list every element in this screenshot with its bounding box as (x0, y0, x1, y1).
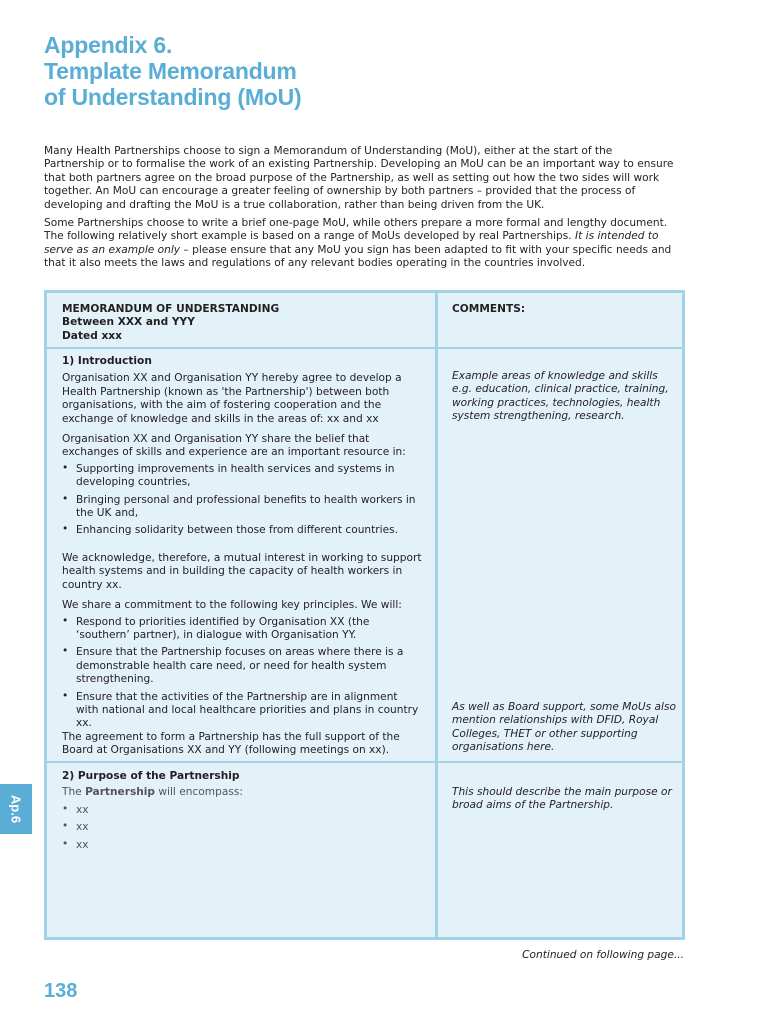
intro-paragraph-2 (44, 217, 674, 271)
mou-title: MEMORANDUM OF UNDERSTANDING (62, 303, 280, 315)
continued-note: Continued on following page... (522, 949, 684, 961)
section-2-title: Purpose of the Partnership (77, 770, 240, 782)
comment-board-support: As well as Board support, some MoUs also mention relationships with DFID, Royal Colleges, THET or other supporting organisations here. (452, 701, 676, 754)
intro-paragraph-1: Many Health Partnerships choose to sign a Memorandum of Understanding (MoU), either at the start of the Partnership or to formalise the work of an existing Partnership. Developing an MoU can be an important way to ensure that both partners agree on the broad purpose of the Partnership, as well as setting out how the two sides will work together. An MoU can encourage a greater feeling of ownership by both partners – provided that the process of developing and drafting the MoU is a true collaboration, rather than being driven from the UK. (44, 145, 674, 211)
title-line-3: of Understanding (MoU) (44, 84, 302, 110)
list-item: • Supporting improvements in health services and systems in developing countries, (62, 461, 395, 489)
section-1-heading: 1) Introduction (62, 355, 152, 367)
mou-between: Between XXX and YYY (62, 316, 195, 329)
mou-dated: Dated xxx (62, 329, 122, 342)
section-introduction (62, 355, 422, 758)
page-title (44, 32, 302, 110)
mou-header (62, 303, 422, 343)
list-item: • xx (62, 820, 89, 834)
intro-p2-end: – please ensure that any MoU you sign has been adapted to fit with your specific needs and that it also meets the laws and regulations of any relevant bodies operating in the countries involved. (44, 243, 672, 270)
section-1-paragraph-4: We share a commitment to the following key principles. We will: (62, 599, 402, 612)
title-line-2: Template Memorandum (44, 58, 297, 84)
section-2-lead: The Partnership will encompass: (62, 786, 243, 799)
intro-p2-start: Some Partnerships choose to write a brief one-page MoU, while others prepare a more formal and lengthy document. The following relatively short example is based on a range of MoUs developed by real Partnerships. (44, 217, 668, 243)
column-divider (435, 293, 438, 937)
list-item: • xx (62, 802, 89, 816)
section-2-number: 2) (62, 770, 75, 782)
page-number: 138 (44, 980, 78, 1002)
comment-purpose: This should describe the main purpose or broad aims of the Partnership. (452, 786, 672, 812)
comments-heading: COMMENTS: (452, 303, 526, 315)
section-1-paragraph-1: Organisation XX and Organisation YY hereby agree to develop a Health Partnership (known as 'the Partnership') between both organisations, with the aim of fostering cooperation and the exchange of knowledge and skills in the areas of: xx and xx (62, 372, 402, 425)
purpose-list (62, 804, 422, 852)
principles-list (62, 616, 422, 731)
comment-knowledge-areas: Example areas of knowledge and skills e.g. education, clinical practice, training, working practices, technologies, health system strengthening, research. (452, 370, 669, 423)
section-1-paragraph-2: Organisation XX and Organisation YY share the belief that exchanges of skills and experience are an important resource in: (62, 433, 406, 459)
section-1-paragraph-5: The agreement to form a Partnership has the full support of the Board at Organisations XX and YY (following meetings on xx). (62, 730, 400, 757)
appendix-tab-label: Ap.6 (8, 794, 24, 824)
benefits-list (62, 463, 422, 538)
list-item: • Enhancing solidarity between those from different countries. (62, 523, 398, 537)
intro-p2-emphasis: It is intended to serve as an example only (44, 230, 659, 256)
intro-text (44, 145, 674, 276)
appendix-side-tab (0, 784, 32, 834)
list-item: • xx (62, 837, 89, 851)
list-item: • Respond to priorities identified by Organisation XX (the ‘southern’ partner), in dialogue with Organisation YY. (62, 614, 370, 641)
list-item: • Ensure that the activities of the Partnership are in alignment with national and local healthcare priorities and plans in country xx. (62, 689, 419, 730)
title-line-1: Appendix 6. (44, 32, 173, 58)
list-item: • Ensure that the Partnership focuses on areas where there is a demonstrable health care need, or need for health system strengthening. (62, 645, 404, 686)
section-2-heading (62, 770, 422, 783)
mou-template-box (44, 290, 685, 940)
section-divider (47, 761, 682, 763)
section-1-paragraph-3: We acknowledge, therefore, a mutual interest in working to support health systems and in building the capacity of health workers in country xx. (62, 551, 422, 591)
section-purpose (62, 770, 422, 859)
list-item: • Bringing personal and professional benefits to health workers in the UK and, (62, 492, 416, 520)
header-divider (47, 347, 682, 349)
